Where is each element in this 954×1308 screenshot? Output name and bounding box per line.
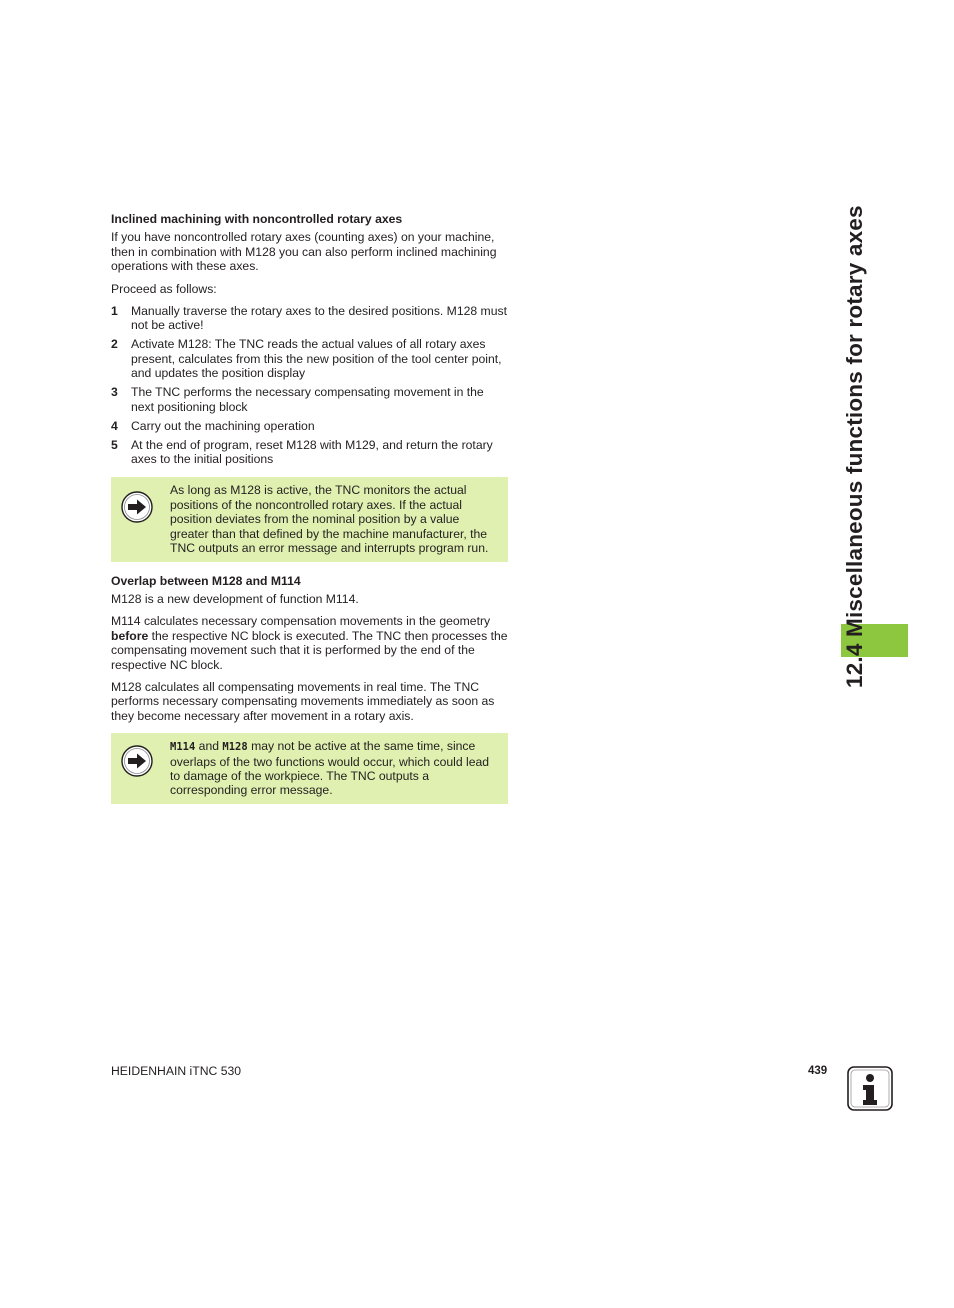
paragraph: M128 calculates all compensating movements in real time. The TNC performs necessary compensating movements immediately as soon as they become necessary after movement in a rotary axis.	[111, 679, 495, 723]
list-item	[111, 337, 508, 380]
paragraph-text: the respective NC block is executed. The TNC then processes the compensating movement such that it is performed by the end of the respective NC block.	[111, 628, 508, 672]
step-text: At the end of program, reset M128 with M129, and return the rotary axes to the initial positions	[131, 437, 493, 467]
step-text: Carry out the machining operation	[131, 418, 315, 433]
chapter-side-title: 12.4 Miscellaneous functions for rotary axes	[842, 205, 867, 688]
step-text: The TNC performs the necessary compensating movement in the next positioning block	[131, 385, 484, 414]
info-icon	[847, 1066, 893, 1111]
emphasis: before	[111, 628, 149, 643]
step-number: 1	[111, 304, 118, 319]
list-item	[111, 438, 508, 467]
list-item	[111, 385, 508, 414]
section-heading: Inclined machining with noncontrolled rotary axes	[111, 212, 403, 226]
section-heading: Overlap between M128 and M114	[111, 573, 301, 588]
note-text-part: may not be active at the same time, since overlaps of the two functions would occur, which could lead to damage of the workpiece. The TNC outputs a corresponding error message.	[170, 739, 490, 798]
step-number: 3	[111, 385, 118, 400]
page-number: 439	[808, 1065, 828, 1077]
proceed-paragraph: Proceed as follows:	[111, 281, 217, 296]
step-number: 4	[111, 418, 118, 433]
list-item	[111, 304, 508, 333]
step-text: Activate M128: The TNC reads the actual values of all rotary axes present, calculates from this the new position of the tool center point, and updates the position display	[131, 337, 502, 381]
arrow-right-icon	[121, 745, 153, 777]
footer-manual-name: HEIDENHAIN iTNC 530	[111, 1064, 242, 1078]
steps-list	[111, 304, 508, 466]
code-m114: M114	[170, 741, 196, 754]
note-text	[170, 739, 498, 798]
paragraph-text: M114 calculates necessary compensation movements in the geometry	[111, 614, 491, 629]
paragraph	[111, 614, 508, 672]
note-text-part: and	[195, 739, 223, 754]
note-text: As long as M128 is active, the TNC monitors the actual positions of the noncontrolled rotary axes. If the actual position deviates from the nominal position by a value greater than that defined by the machine manufacturer, the TNC outputs an error message and interrupts program run.	[170, 483, 489, 556]
intro-paragraph: If you have noncontrolled rotary axes (counting axes) on your machine, then in combination with M128 you can also perform inclined machining operations with these axes.	[111, 230, 497, 274]
step-number: 2	[111, 337, 118, 352]
arrow-right-icon	[121, 491, 153, 523]
code-m128: M128	[222, 741, 248, 754]
note-box	[111, 477, 508, 561]
paragraph: M128 is a new development of function M114.	[111, 591, 359, 606]
note-box	[111, 733, 508, 804]
list-item	[111, 419, 508, 433]
main-content	[111, 212, 508, 816]
step-text: Manually traverse the rotary axes to the desired positions. M128 must not be active!	[131, 304, 507, 333]
step-number: 5	[111, 437, 118, 452]
